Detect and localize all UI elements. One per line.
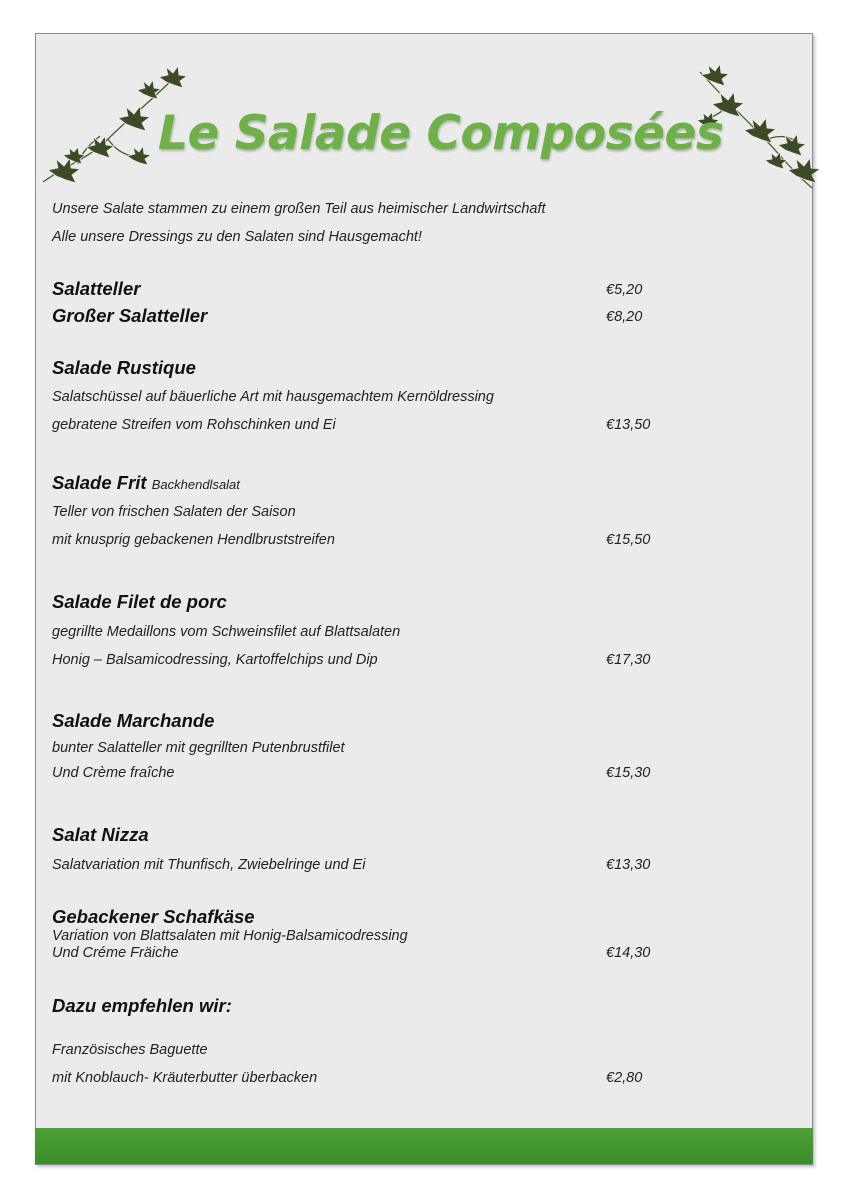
item-subtitle-frit: Backhendlsalat	[151, 477, 240, 492]
item-price-schafkaese: €14,30	[606, 945, 651, 961]
item-desc-filet-2: Honig – Balsamicodressing, Kartoffelchips und Dip	[52, 652, 378, 668]
item-name-nizza: Salat Nizza	[52, 824, 149, 845]
item-name-salatteller: Salatteller	[52, 278, 141, 299]
item-desc-rustique-1: Salatschüssel auf bäuerliche Art mit hausgemachtem Kernöldressing	[52, 389, 494, 405]
item-price-frit: €15,50	[606, 532, 651, 548]
item-name-grosser-salatteller: Großer Salatteller	[52, 305, 208, 326]
recommend-desc-2: mit Knoblauch- Kräuterbutter überbacken	[52, 1070, 318, 1086]
item-desc-nizza-1: Salatvariation mit Thunfisch, Zwiebelringe und Ei	[52, 857, 366, 873]
recommend-desc-1: Französisches Baguette	[52, 1042, 208, 1058]
item-name-marchande: Salade Marchande	[52, 710, 215, 731]
item-name-filet: Salade Filet de porc	[52, 591, 227, 612]
item-price-rustique: €13,50	[606, 417, 651, 433]
recommend-heading: Dazu empfehlen wir:	[52, 995, 232, 1016]
recommend-price: €2,80	[606, 1070, 643, 1086]
item-price-marchande: €15,30	[606, 765, 651, 781]
item-price-nizza: €13,30	[606, 857, 651, 873]
page-title: Le Salade Composées	[158, 106, 724, 161]
item-desc-schafkaese-1: Variation von Blattsalaten mit Honig-Balsamicodressing	[52, 928, 408, 944]
footer-bar	[35, 1128, 813, 1164]
item-desc-rustique-2: gebratene Streifen vom Rohschinken und Ei	[52, 417, 336, 433]
item-name-schafkaese: Gebackener Schafkäse	[52, 906, 255, 927]
item-heading-frit	[52, 472, 240, 494]
item-price-salatteller: €5,20	[606, 282, 643, 298]
intro-line-2: Alle unsere Dressings zu den Salaten sind Hausgemacht!	[52, 229, 422, 245]
item-desc-schafkaese-2: Und Créme Fräiche	[52, 945, 179, 961]
item-name-rustique: Salade Rustique	[52, 357, 196, 378]
item-desc-frit-1: Teller von frischen Salaten der Saison	[52, 504, 296, 520]
item-price-grosser-salatteller: €8,20	[606, 309, 643, 325]
item-price-filet: €17,30	[606, 652, 651, 668]
item-name-frit: Salade Frit	[52, 472, 147, 493]
intro-line-1: Unsere Salate stammen zu einem großen Teil aus heimischer Landwirtschaft	[52, 201, 546, 217]
item-desc-filet-1: gegrillte Medaillons vom Schweinsfilet auf Blattsalaten	[52, 624, 401, 640]
item-desc-marchande-1: bunter Salatteller mit gegrillten Putenbrustfilet	[52, 740, 345, 756]
item-desc-marchande-2: Und Crème fraîche	[52, 765, 175, 781]
item-desc-frit-2: mit knusprig gebackenen Hendlbruststreifen	[52, 532, 335, 548]
